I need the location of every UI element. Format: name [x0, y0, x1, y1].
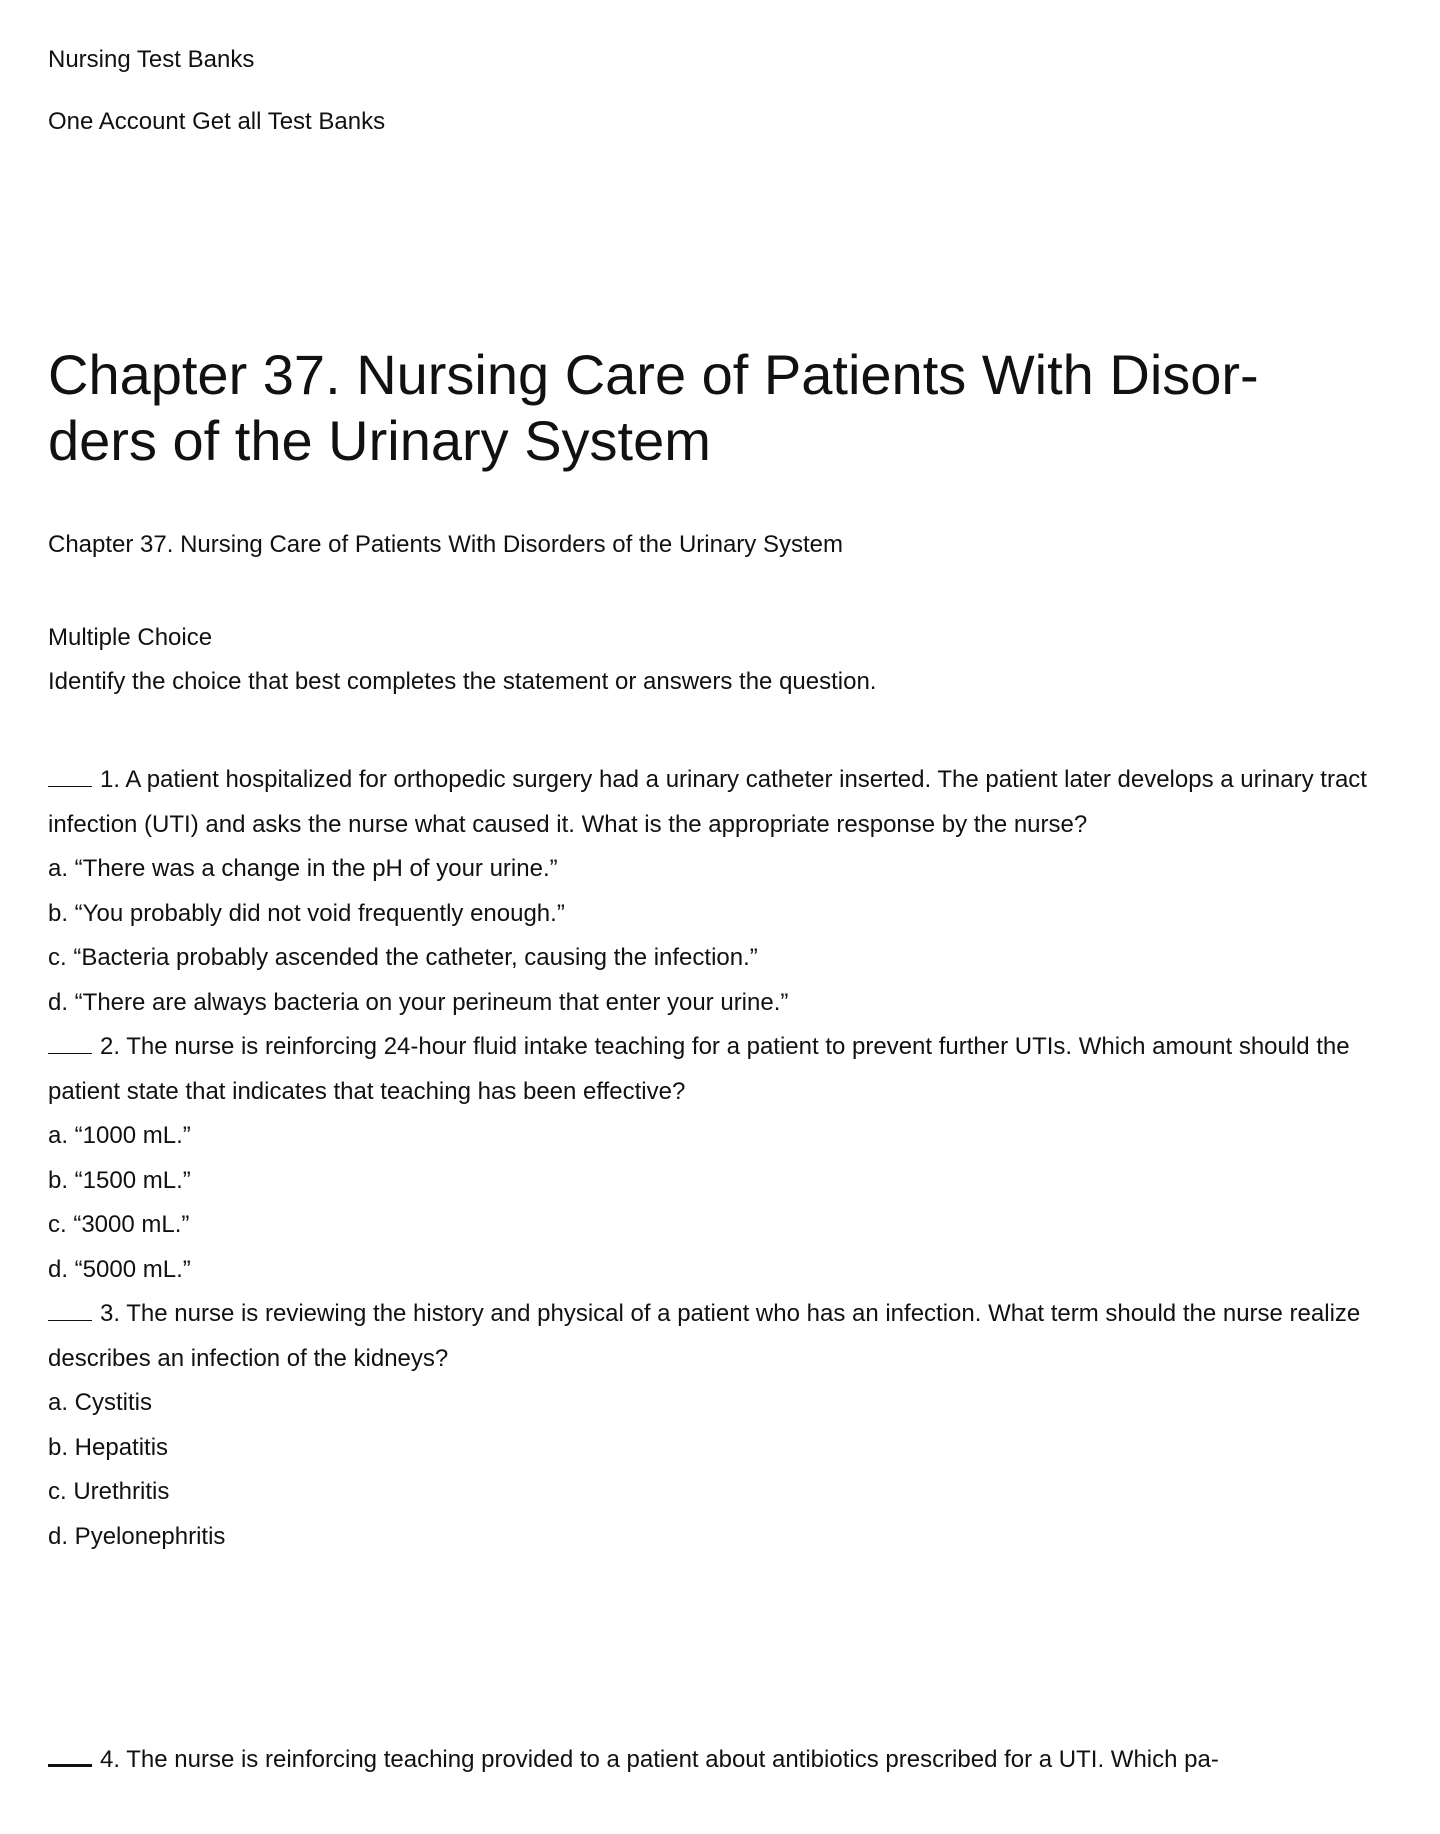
answer-blank — [48, 1027, 92, 1054]
option-d: d. “There are always bacteria on your perineum that enter your urine.” — [48, 988, 789, 1016]
option-d: d. Pyelonephritis — [48, 1522, 226, 1550]
answer-blank — [48, 1294, 92, 1321]
option-d: d. “5000 mL.” — [48, 1255, 191, 1283]
question-2 — [48, 1025, 1398, 1292]
section-type: Multiple Choice — [48, 624, 213, 651]
question-4-text: 4. The nurse is reinforcing teaching provided to a patient about antibiotics prescribed for a UTI. Which pa- — [100, 1746, 1219, 1773]
question-3-text: 3. The nurse is reviewing the history and physical of a patient who has an infection. What term should the nurse realize describes an infection of the kidneys? — [48, 1300, 1361, 1372]
option-a: a. “1000 mL.” — [48, 1122, 191, 1149]
question-1 — [48, 758, 1398, 1025]
question-text — [48, 758, 1398, 847]
question-1-text: 1. A patient hospitalized for orthopedic surgery had a urinary catheter inserted. The patient later develops a urinary tract infection (UTI) and asks the nurse what caused it. What is the appropriate response by the nurse? — [48, 766, 1367, 838]
option-c: c. “3000 mL.” — [48, 1211, 190, 1238]
question-text — [48, 1025, 1398, 1114]
site-tagline: One Account Get all Test Banks — [48, 108, 386, 135]
option-a: a. Cystitis — [48, 1389, 153, 1416]
question-4 — [48, 1738, 1408, 1776]
option-c: c. Urethritis — [48, 1478, 170, 1505]
instructions: Identify the choice that best completes the statement or answers the question. — [48, 668, 877, 695]
option-a: a. “There was a change in the pH of your urine.” — [48, 855, 558, 882]
option-b: b. Hepatitis — [48, 1433, 169, 1461]
answer-blank — [48, 1738, 92, 1767]
question-list — [48, 758, 1398, 1559]
document-subtitle: Chapter 37. Nursing Care of Patients With Disorders of the Urinary System — [48, 531, 843, 558]
question-3 — [48, 1292, 1398, 1559]
question-2-text: 2. The nurse is reinforcing 24-hour ﬂuid intake teaching for a patient to prevent further UTIs. Which amount should the patient state that indicates that teaching has been effective? — [48, 1033, 1350, 1105]
answer-blank — [48, 760, 92, 787]
site-name: Nursing Test Banks — [48, 46, 255, 73]
option-b: b. “1500 mL.” — [48, 1166, 191, 1194]
document-title — [48, 342, 1378, 474]
option-c: c. “Bacteria probably ascended the catheter, causing the infection.” — [48, 944, 758, 971]
document-title-line-2: ders of the Urinary System — [48, 409, 711, 472]
question-text — [48, 1292, 1398, 1381]
document-title-line-1: Chapter 37. Nursing Care of Patients With Disor- — [48, 343, 1259, 406]
option-b: b. “You probably did not void frequently enough.” — [48, 899, 565, 927]
